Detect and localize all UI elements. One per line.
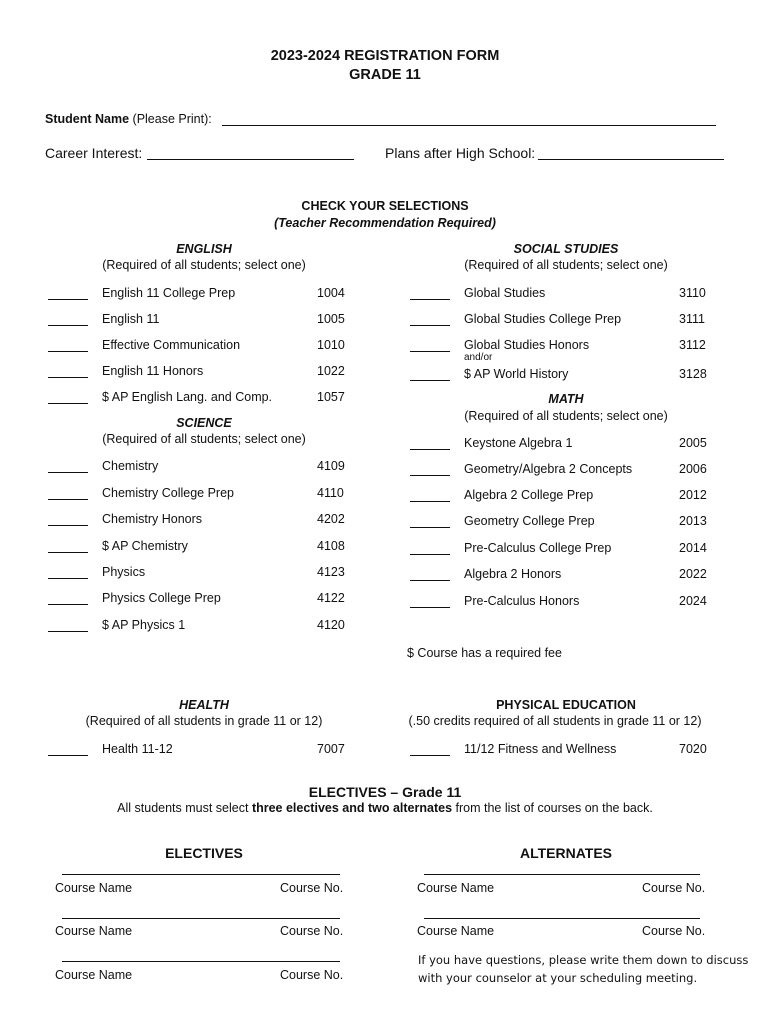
course-name: Keystone Algebra 1: [464, 436, 573, 450]
fee-note: $ Course has a required fee: [407, 646, 562, 660]
health-note: (Required of all students in grade 11 or 12): [85, 714, 323, 728]
plans-field[interactable]: [538, 159, 724, 160]
course-checkbox-line[interactable]: [48, 472, 88, 473]
elective-3-field[interactable]: [62, 961, 340, 962]
career-interest-field[interactable]: [147, 159, 354, 160]
course-name: $ AP Chemistry: [102, 539, 188, 553]
course-checkbox-line[interactable]: [410, 755, 450, 756]
course-checkbox-line[interactable]: [410, 299, 450, 300]
career-interest-label: Career Interest:: [45, 145, 143, 161]
student-name-label: Student Name: [45, 112, 130, 126]
course-checkbox-line[interactable]: [410, 554, 450, 555]
course-checkbox-line[interactable]: [410, 325, 450, 326]
pe-heading: PHYSICAL EDUCATION: [496, 698, 636, 712]
course-name: Pre-Calculus Honors: [464, 594, 580, 608]
course-checkbox-line[interactable]: [410, 475, 450, 476]
elective-1-name-label: Course Name: [55, 881, 133, 895]
elective-1-field[interactable]: [62, 874, 340, 875]
course-checkbox-line[interactable]: [48, 631, 88, 632]
course-code: 3111: [679, 312, 705, 326]
course-checkbox-line[interactable]: [48, 351, 88, 352]
selections-subtitle: (Teacher Recommendation Required): [274, 216, 496, 230]
course-name: Global Studies Honors: [464, 338, 590, 352]
course-code: 1057: [317, 390, 345, 404]
student-name-hint: (Please Print):: [132, 112, 212, 126]
course-checkbox-line[interactable]: [410, 580, 450, 581]
course-checkbox-line[interactable]: [410, 501, 450, 502]
course-checkbox-line[interactable]: [48, 325, 88, 326]
course-name: 11/12 Fitness and Wellness: [464, 742, 617, 756]
course-name: $ AP World History: [464, 367, 569, 381]
course-checkbox-line[interactable]: [410, 607, 450, 608]
course-code: 2013: [679, 514, 707, 528]
elective-1-no-label: Course No.: [280, 881, 344, 895]
course-code: 1005: [317, 312, 345, 326]
elective-3-no-label: Course No.: [280, 968, 344, 982]
course-code: 2022: [679, 567, 707, 581]
course-checkbox-line[interactable]: [48, 403, 88, 404]
course-name: Algebra 2 Honors: [464, 567, 562, 581]
science-note: (Required of all students; select one): [102, 432, 306, 446]
form-title: 2023-2024 REGISTRATION FORM: [270, 48, 500, 64]
course-code: 3110: [679, 286, 706, 300]
course-name: Geometry College Prep: [464, 514, 595, 528]
course-checkbox-line[interactable]: [48, 552, 88, 553]
course-code: 1022: [317, 364, 345, 378]
course-name: English 11: [102, 312, 160, 326]
course-code: 4202: [317, 512, 345, 526]
alternate-2-name-label: Course Name: [417, 924, 495, 938]
course-name: Chemistry Honors: [102, 512, 203, 526]
health-heading: HEALTH: [179, 698, 229, 712]
course-code: 4120: [317, 618, 345, 632]
course-checkbox-line[interactable]: [48, 755, 88, 756]
course-code: 2012: [679, 488, 707, 502]
course-name: Pre-Calculus College Prep: [464, 541, 612, 555]
questions-note-line2: with your counselor at your scheduling meeting.: [418, 971, 698, 985]
course-name: $ AP English Lang. and Comp.: [102, 390, 273, 404]
course-checkbox-line[interactable]: [410, 527, 450, 528]
course-code: 2005: [679, 436, 707, 450]
course-code: 7020: [679, 742, 707, 756]
course-checkbox-line[interactable]: [48, 578, 88, 579]
course-name: Health 11-12: [102, 742, 173, 756]
course-name: English 11 College Prep: [102, 286, 236, 300]
elective-3-name-label: Course Name: [55, 968, 133, 982]
elective-2-name-label: Course Name: [55, 924, 133, 938]
social-studies-heading: SOCIAL STUDIES: [513, 242, 619, 256]
course-code: 4110: [317, 486, 344, 500]
course-name: Physics College Prep: [102, 591, 221, 605]
andor-note: and/or: [464, 352, 493, 363]
course-checkbox-line[interactable]: [48, 377, 88, 378]
student-name-field[interactable]: [222, 125, 716, 126]
course-code: 3112: [679, 338, 706, 352]
student-name-label-group: [45, 112, 212, 126]
course-checkbox-line[interactable]: [410, 449, 450, 450]
course-name: Algebra 2 College Prep: [464, 488, 594, 502]
selections-title: CHECK YOUR SELECTIONS: [301, 199, 469, 213]
course-checkbox-line[interactable]: [48, 604, 88, 605]
math-note: (Required of all students; select one): [464, 409, 668, 423]
course-name: Geometry/Algebra 2 Concepts: [464, 462, 633, 476]
course-code: 7007: [317, 742, 345, 756]
course-checkbox-line[interactable]: [410, 380, 450, 381]
course-checkbox-line[interactable]: [48, 499, 88, 500]
course-code: 2024: [679, 594, 707, 608]
course-code: 2014: [679, 541, 707, 555]
course-code: 1004: [317, 286, 345, 300]
elective-2-field[interactable]: [62, 918, 340, 919]
alternate-1-field[interactable]: [424, 874, 700, 875]
course-code: 2006: [679, 462, 707, 476]
plans-label: Plans after High School:: [385, 145, 536, 161]
course-name: $ AP Physics 1: [102, 618, 186, 632]
instruction-post: from the list of courses on the back.: [452, 801, 653, 815]
alternate-1-no-label: Course No.: [642, 881, 706, 895]
alternate-2-field[interactable]: [424, 918, 700, 919]
questions-note-line1: If you have questions, please write them down to discuss: [418, 953, 749, 967]
course-name: Chemistry College Prep: [102, 486, 234, 500]
course-name: Physics: [102, 565, 146, 579]
course-code: 1010: [317, 338, 345, 352]
course-name: Effective Communication: [102, 338, 241, 352]
course-name: Global Studies College Prep: [464, 312, 622, 326]
course-code: 4122: [317, 591, 345, 605]
social-studies-note: (Required of all students; select one): [464, 258, 668, 272]
elective-2-no-label: Course No.: [280, 924, 344, 938]
course-checkbox-line[interactable]: [48, 299, 88, 300]
grade-title: GRADE 11: [349, 67, 421, 83]
course-code: 4123: [317, 565, 345, 579]
electives-title: ELECTIVES – Grade 11: [308, 784, 462, 800]
pe-note: (.50 credits required of all students in grade 11 or 12): [408, 714, 702, 728]
course-code: 4108: [317, 539, 345, 553]
course-checkbox-line[interactable]: [410, 351, 450, 352]
course-code: 4109: [317, 459, 345, 473]
instruction-bold: three electives and two alternates: [251, 801, 453, 815]
course-checkbox-line[interactable]: [48, 525, 88, 526]
math-heading: MATH: [548, 392, 584, 406]
alternate-2-no-label: Course No.: [642, 924, 706, 938]
english-note: (Required of all students; select one): [102, 258, 306, 272]
course-name: Global Studies: [464, 286, 546, 300]
instruction-pre: All students must select: [117, 801, 252, 815]
course-code: 3128: [679, 367, 707, 381]
alternate-1-name-label: Course Name: [417, 881, 495, 895]
course-name: Chemistry: [102, 459, 159, 473]
electives-instruction: [0, 801, 770, 815]
course-name: English 11 Honors: [102, 364, 204, 378]
english-heading: ENGLISH: [176, 242, 232, 256]
alternates-heading: ALTERNATES: [519, 845, 613, 861]
science-heading: SCIENCE: [176, 416, 232, 430]
electives-heading: ELECTIVES: [165, 845, 243, 861]
